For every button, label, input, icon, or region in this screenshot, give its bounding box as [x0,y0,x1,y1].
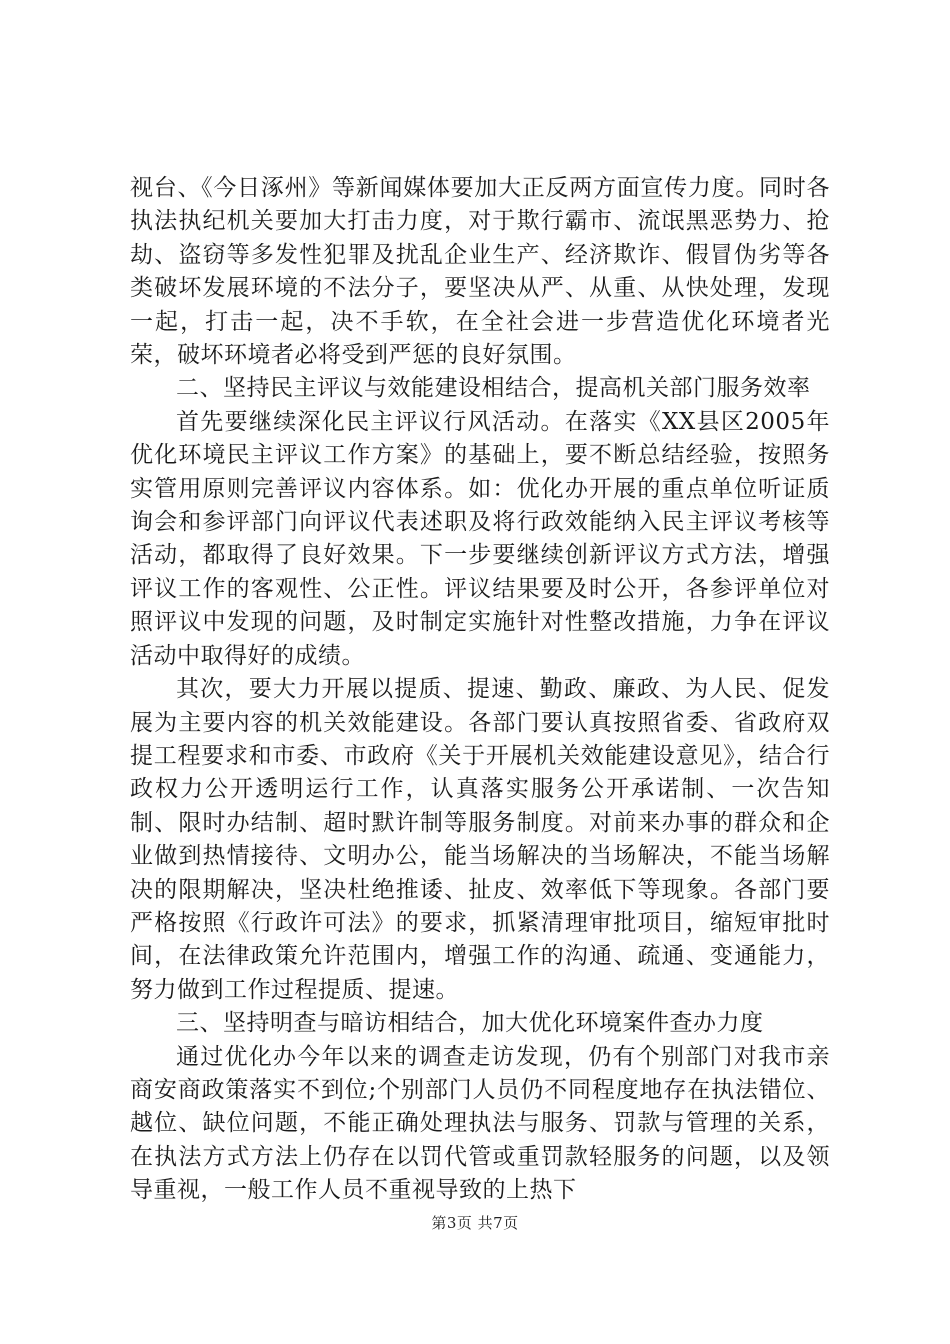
paragraph-first-measure: 首先要继续深化民主评议行风活动。在落实《XX县区2005年优化环境民主评议工作方案》的基础上，要不断总结经验，按照务实管用原则完善评议内容体系。如：优化办开展的重点单位听证质询会和参评部门向评议代表述职及将行政效能纳入民主评议考核等活动，都取得了良好效果。下一步要继续创新评议方式方法，增强评议工作的客观性、公正性。评议结果要及时公开，各参评单位对照评议中发现的问题，及时制定实施针对性整改措施，力争在评议活动中取得好的成绩。 [130,408,830,669]
paragraph-second-measure: 其次，要大力开展以提质、提速、勤政、廉政、为人民、促发展为主要内容的机关效能建设。各部门要认真按照省委、省政府双提工程要求和市委、市政府《关于开展机关效能建设意见》，结合行政权力公开透明运行工作，认真落实服务公开承诺制、一次告知制、限时办结制、超时默许制等服务制度。对前来办事的群众和企业做到热情接待、文明办公，能当场解决的当场解决，不能当场解决的限期解决，坚决杜绝推诿、扯皮、效率低下等现象。各部门要严格按照《行政许可法》的要求，抓紧清理审批项目，缩短审批时间，在法律政策允许范围内，增强工作的沟通、疏通、变通能力，努力做到工作过程提质、提速。 [130,676,830,1003]
section-heading-3: 三、坚持明查与暗访相结合，加大优化环境案件查办力度 [176,1010,764,1037]
page-number-footer: 第3页 共7页 [431,1214,519,1232]
paragraph-investigation: 通过优化办今年以来的调查走访发现，仍有个别部门对我市亲商安商政策落实不到位;个别部门人员仍不同程度地存在执法错位、越位、缺位问题，不能正确处理执法与服务、罚款与管理的关系，在执法方式方法上仍存在以罚代管或重罚款轻服务的问题，以及领导重视，一般工作人员不重视导致的上热下 [130,1043,830,1204]
section-heading-2: 二、坚持民主评议与效能建设相结合，提高机关部门服务效率 [176,375,811,402]
document-body [130,172,830,1208]
paragraph-continuation: 视台、《今日涿州》等新闻媒体要加大正反两方面宣传力度。同时各执法执纪机关要加大打击力度，对于欺行霸市、流氓黑恶势力、抢劫、盗窃等多发性犯罪及扰乱企业生产、经济欺诈、假冒伪劣等各类破坏发展环境的不法分子，要坚决从严、从重、从快处理，发现一起，打击一起，决不手软，在全社会进一步营造优化环境者光荣，破坏环境者必将受到严惩的良好氛围。 [130,175,830,369]
